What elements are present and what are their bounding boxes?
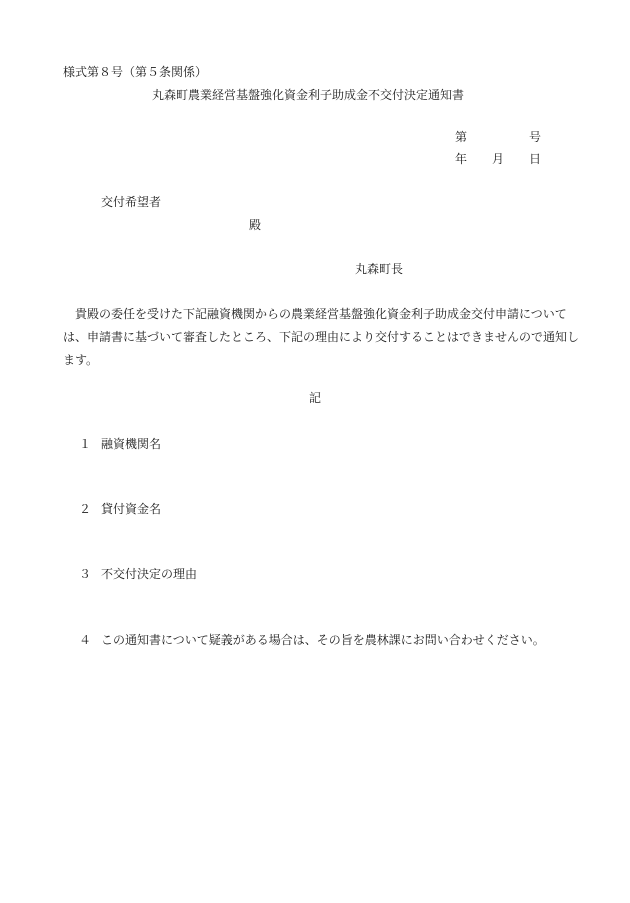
recipient-honorific: 殿 bbox=[249, 218, 262, 232]
document-number-prefix: 第 bbox=[455, 130, 468, 144]
document-number-suffix: 号 bbox=[529, 130, 542, 144]
item-number: ２ bbox=[79, 502, 92, 516]
date-day-label: 日 bbox=[529, 152, 542, 166]
item-number: ３ bbox=[79, 567, 92, 581]
ki-heading: 記 bbox=[309, 391, 322, 405]
item-rejection-reason: 不交付決定の理由 bbox=[101, 567, 198, 581]
sender-name: 丸森町長 bbox=[355, 262, 404, 276]
recipient-label: 交付希望者 bbox=[101, 195, 162, 209]
item-inquiry-note: この通知書について疑義がある場合は、その旨を農林課にお問い合わせください。 bbox=[101, 633, 545, 647]
item-financial-institution: 融資機関名 bbox=[101, 437, 162, 451]
item-number: ４ bbox=[79, 633, 92, 647]
item-number: １ bbox=[79, 437, 92, 451]
form-number: 様式第８号（第５条関係） bbox=[63, 65, 208, 79]
item-loan-fund-name: 貸付資金名 bbox=[101, 502, 162, 516]
date-month-label: 月 bbox=[492, 152, 505, 166]
notice-body: 貴殿の委任を受けた下記融資機関からの農業経営基盤強化資金利子助成金交付申請については、申請書に基づいて審査したところ、下記の理由により交付することはできませんので通知します。 bbox=[63, 307, 580, 367]
date-year-label: 年 bbox=[455, 152, 468, 166]
document-title: 丸森町農業経営基盤強化資金利子助成金不交付決定通知書 bbox=[152, 88, 465, 102]
